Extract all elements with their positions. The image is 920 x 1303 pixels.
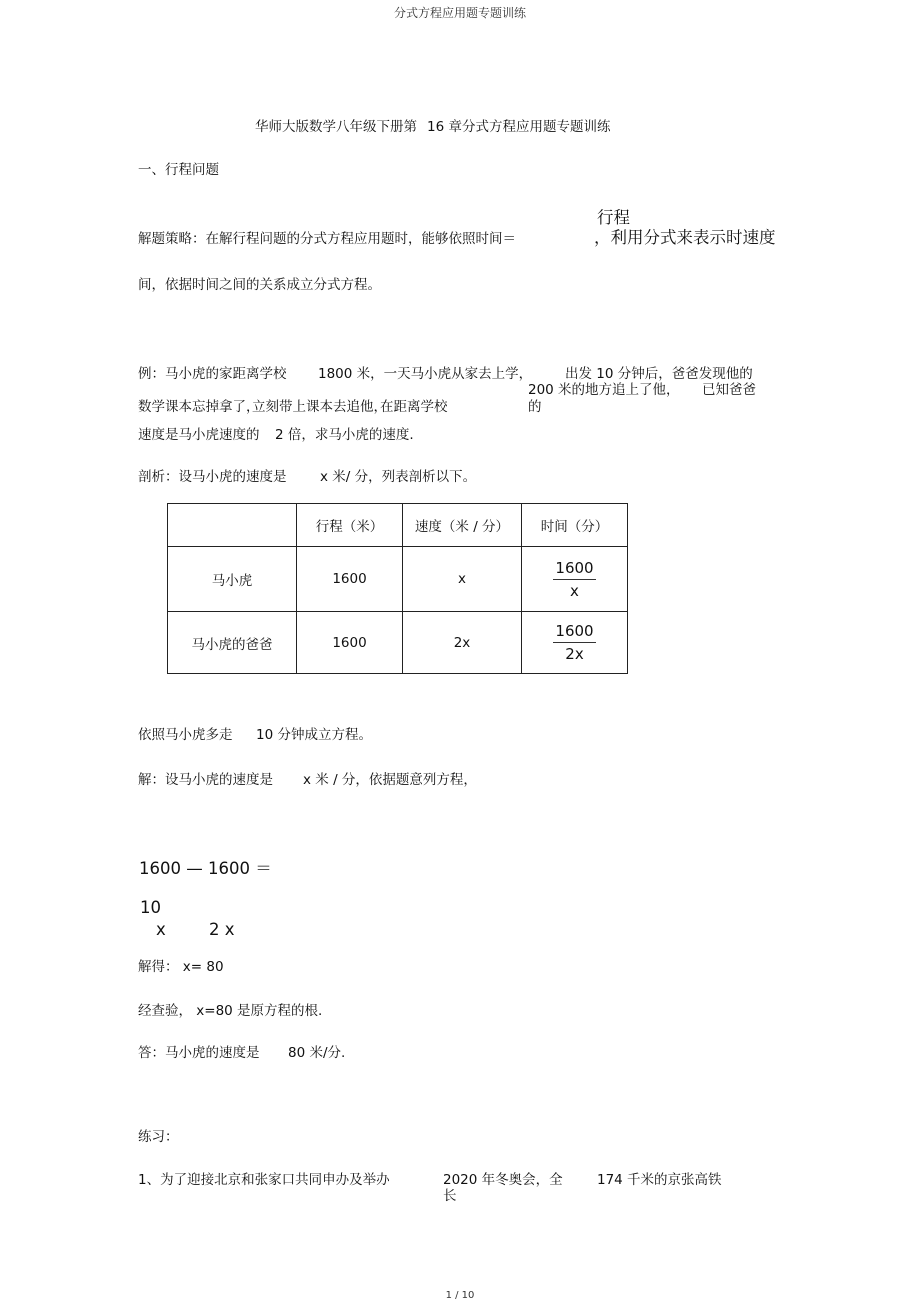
question-text: 174 千米的京张高铁 — [597, 1172, 722, 1188]
doc-title-part1: 华师大版数学八年级下册第 — [255, 119, 417, 135]
analysis-text: 剖析：设马小虎的速度是 — [138, 469, 287, 485]
table-cell-time — [522, 547, 628, 612]
solved-text: 解得： x= 80 — [138, 959, 224, 975]
table-cell-name: 马小虎的爸爸 — [168, 612, 297, 674]
fraction — [553, 557, 595, 602]
example-text: 1800 米，一天马小虎从家去上学， — [318, 366, 533, 382]
fraction-numerator: 1600 — [553, 620, 595, 643]
fraction-denominator: 2x — [565, 645, 584, 663]
table-header — [168, 504, 297, 547]
question-text: 1、为了迎接北京和张家口共同申办及举办 — [138, 1172, 390, 1188]
example-text: 立刻带上课本去追他， — [252, 399, 387, 415]
solution-text: x 米 / 分，依据题意列方程， — [303, 772, 477, 788]
example-text: 的 — [528, 399, 542, 415]
strategy-line2: 间，依据时间之间的关系成立分式方程。 — [138, 277, 381, 293]
answer-text: 80 米/分. — [288, 1045, 346, 1061]
basis-text: 依照马小虎多走 — [138, 727, 233, 743]
document-header-title: 分式方程应用题专题训练 — [393, 6, 526, 20]
table-cell-name: 马小虎 — [168, 547, 297, 612]
fraction-denominator: x — [570, 581, 579, 600]
table-cell-distance: 1600 — [297, 612, 403, 674]
example-text: 例：马小虎的家距离学校 — [138, 366, 287, 382]
table-cell-speed: 2x — [403, 612, 522, 674]
fraction — [553, 620, 595, 665]
fraction-numerator: 1600 — [553, 557, 595, 580]
table-row — [168, 612, 628, 674]
example-text: 数学课本忘掉拿了， — [138, 399, 260, 415]
fraction-numerator: 行程 — [597, 208, 630, 227]
example-text: 200 米的地方追上了他， — [528, 382, 680, 398]
table-header: 时间（分） — [522, 504, 628, 547]
table-cell-time — [522, 612, 628, 674]
question-text: 长 — [443, 1188, 457, 1204]
page-number: 1 / 10 — [445, 1290, 475, 1301]
solution-text: 解：设马小虎的速度是 — [138, 772, 273, 788]
example-text: 速度是马小虎速度的 — [138, 427, 260, 443]
doc-title-part2: 16 章分式方程应用题专题训练 — [427, 119, 611, 135]
equation-denominator: 2 x — [209, 920, 235, 939]
equation-denominator: x — [156, 920, 166, 939]
answer-text: 答：马小虎的速度是 — [138, 1045, 260, 1061]
analysis-table — [167, 503, 628, 674]
table-row — [168, 547, 628, 612]
analysis-text: x 米/ 分，列表剖析以下。 — [320, 469, 477, 485]
table-header: 行程（米） — [297, 504, 403, 547]
table-cell-distance: 1600 — [297, 547, 403, 612]
equation-rhs: 10 — [140, 898, 161, 917]
table-header-row — [168, 504, 628, 547]
basis-text: 10 分钟成立方程。 — [256, 727, 372, 743]
table-cell-speed: x — [403, 547, 522, 612]
table-header: 速度（米 / 分） — [403, 504, 522, 547]
strategy-line1: 解题策略：在解行程问题的分式方程应用题时，能够依照时间＝ — [138, 231, 516, 247]
strategy-line1-tail: ，利用分式来表示时速度 — [594, 228, 776, 247]
equation-line: 1600 — 1600 ＝ — [139, 859, 272, 878]
example-text: 已知爸爸 — [702, 382, 756, 398]
check-text: 经查验， x=80 是原方程的根. — [138, 1003, 323, 1019]
example-text: 在距离学校 — [380, 399, 448, 415]
example-text: 2 倍，求马小虎的速度. — [275, 427, 414, 443]
section-heading: 一、行程问题 — [138, 162, 219, 178]
example-text: 出发 10 分钟后，爸爸发现他的 — [565, 366, 753, 382]
question-text: 2020 年冬奥会，全 — [443, 1172, 563, 1188]
practice-heading: 练习： — [138, 1129, 179, 1145]
